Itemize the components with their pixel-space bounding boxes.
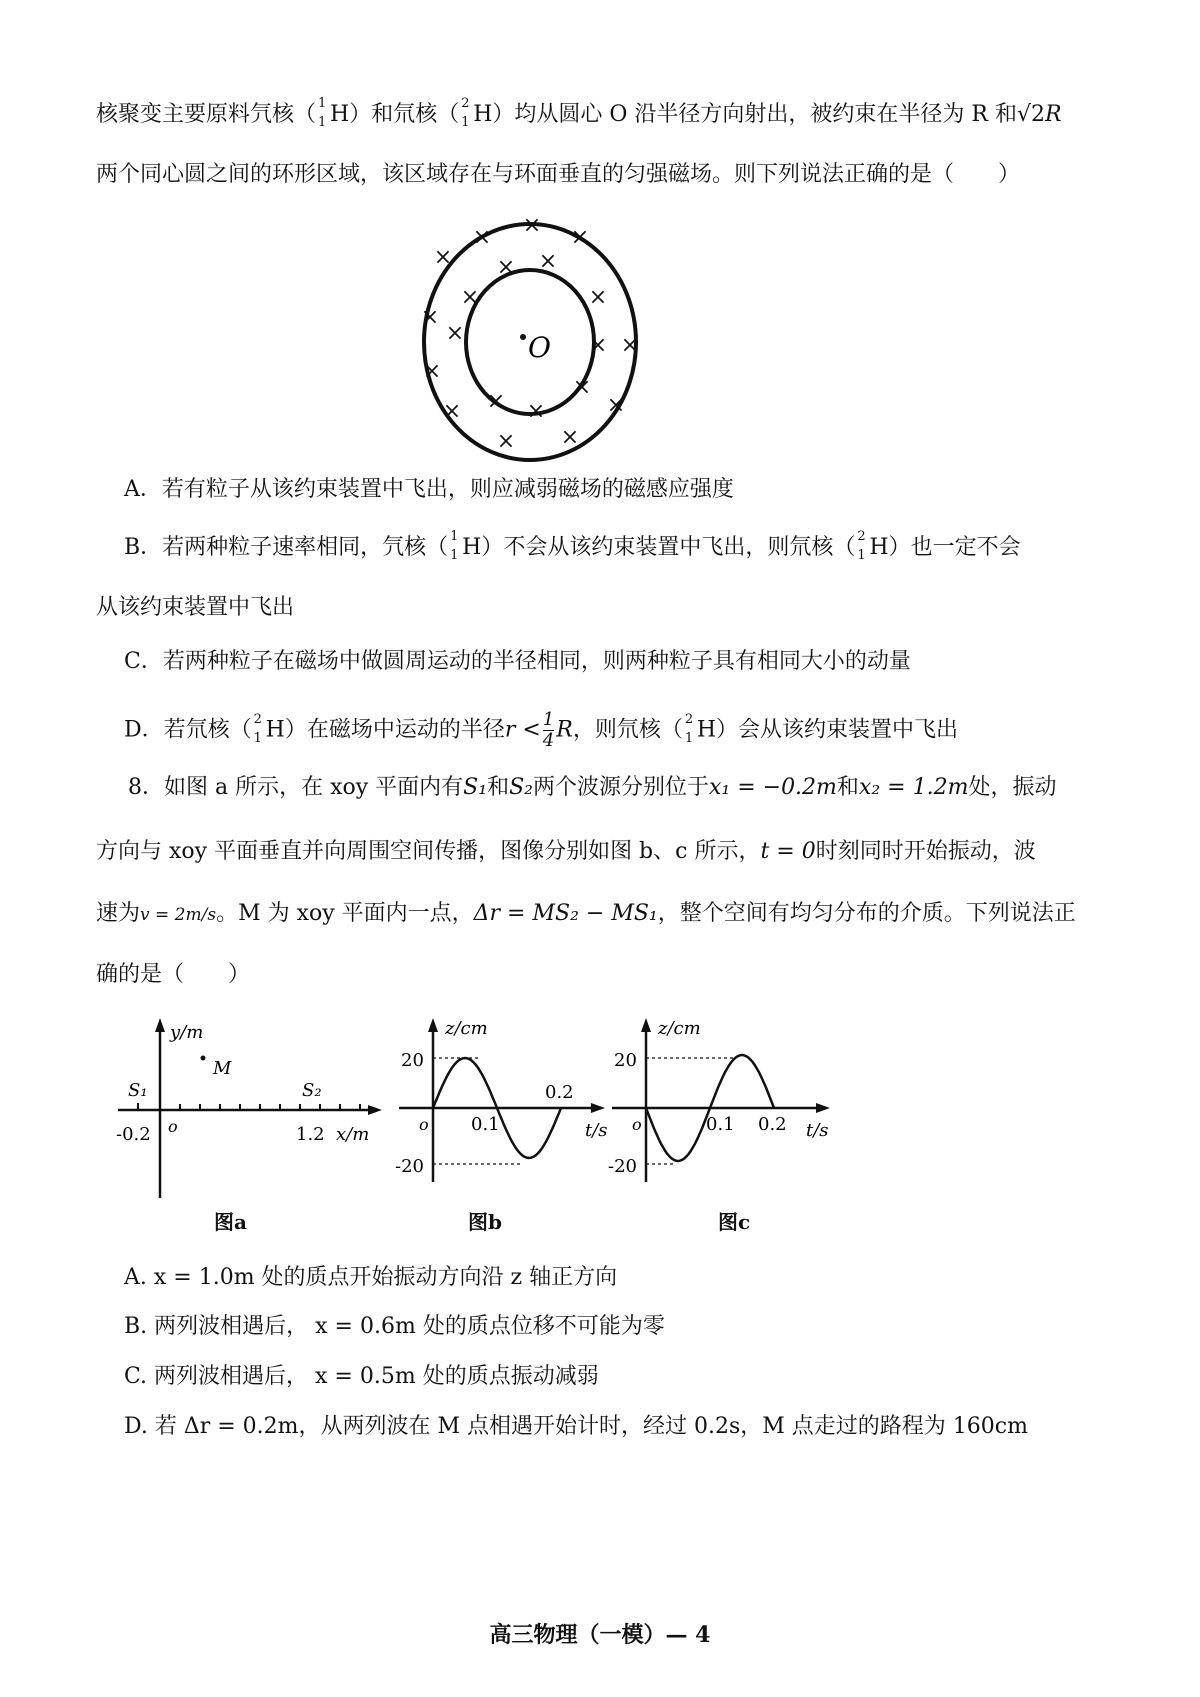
q7-intro-text-3: ）均从圆心 O 沿半径方向射出，被约束在半径为 R 和	[492, 102, 1017, 127]
svg-text:-20: -20	[395, 1156, 424, 1177]
protium-isotope: 1 1	[450, 529, 459, 563]
annulus-figure	[410, 212, 650, 468]
svg-text:0.1: 0.1	[706, 1114, 735, 1135]
field-mark: ×	[445, 321, 465, 346]
figure-b-caption: 图b	[468, 1210, 502, 1234]
svg-text:t/s: t/s	[806, 1120, 829, 1141]
svg-text:o: o	[632, 1115, 642, 1134]
protium-symbol: H	[330, 102, 350, 127]
q7-option-d: D．若氘核（ 2 1 H）在磁场中运动的半径r < $\frac{1}{4}$ R，则氘核（ 2 1 H）会从该约束装置中飞出	[124, 709, 959, 751]
point-m	[201, 1056, 206, 1061]
deuterium-isotope: 2 1	[684, 711, 694, 746]
radius-symbol: R	[1045, 102, 1062, 127]
field-mark: ×	[620, 333, 640, 358]
one-quarter-fraction: $\frac{1}{4}$	[542, 709, 555, 751]
center-label: O	[528, 331, 551, 364]
protium-isotope: 1 1	[318, 96, 327, 130]
svg-text:y/m: y/m	[170, 1022, 204, 1043]
field-mark: ×	[496, 255, 516, 280]
figure-a	[110, 1010, 390, 1210]
svg-text:0.1: 0.1	[471, 1114, 500, 1135]
q8-option-d: D. 若 Δr = 0.2m，从两列波在 M 点相遇开始计时，经过 0.2s，M 点走过的路程为 160cm	[124, 1414, 1028, 1439]
q7-intro-text: 核聚变主要原料氕核（	[96, 102, 317, 127]
svg-text:0.2: 0.2	[545, 1082, 574, 1103]
q7-option-b: B．若两种粒子速率相同，氕核（ 1 1 H）不会从该约束装置中飞出，则氘核（ 2 1 H）也一定不会	[124, 529, 1021, 563]
figure-c	[608, 1010, 848, 1210]
figure-a-caption: 图a	[214, 1210, 247, 1234]
field-mark: ×	[460, 285, 480, 310]
svg-text:20: 20	[401, 1050, 424, 1071]
field-mark: ×	[538, 249, 558, 274]
svg-text:0.2: 0.2	[758, 1114, 787, 1135]
field-mark: ×	[472, 225, 492, 250]
svg-text:z/cm: z/cm	[658, 1018, 701, 1039]
svg-text:z/cm: z/cm	[445, 1018, 488, 1039]
sqrt2: √2	[1016, 102, 1045, 127]
svg-text:-0.2: -0.2	[116, 1124, 151, 1145]
q8-option-a: A. x = 1.0m 处的质点开始振动方向沿 z 轴正方向	[124, 1265, 618, 1290]
svg-text:o: o	[419, 1115, 429, 1134]
q8-option-c: C. 两列波相遇后， x = 0.5m 处的质点振动减弱	[124, 1364, 599, 1389]
svg-text:M: M	[213, 1058, 232, 1079]
q7-option-b-cont: 从该约束装置中飞出	[96, 595, 295, 620]
svg-text:1.2: 1.2	[296, 1124, 325, 1145]
deuterium-isotope: 2 1	[253, 711, 262, 746]
svg-text:20: 20	[614, 1050, 637, 1071]
figure-c-caption: 图c	[718, 1210, 751, 1234]
q8-line3: 速为v = 2m/s。M 为 xoy 平面内一点，Δr = MS₂ − MS₁，整个空间有均匀分布的介质。下列说法正	[96, 901, 1076, 926]
page-footer: 高三物理（一模）— 4	[489, 1622, 711, 1648]
deuterium-symbol: H	[473, 102, 493, 127]
field-mark: ×	[522, 213, 542, 238]
q7-line2: 两个同心圆之间的环形区域，该区域存在与环面垂直的匀强磁场。则下列说法正确的是（ ）	[96, 162, 1021, 187]
q7-intro-line	[96, 96, 1140, 130]
q8-line1: 8．如图 a 所示，在 xoy 平面内有S₁和S₂两个波源分别位于x₁ = −0.2m和x₂ = 1.2m处，振动	[128, 775, 1057, 800]
svg-text:S₁: S₁	[128, 1080, 148, 1101]
field-mark: ×	[588, 285, 608, 310]
svg-text:S₂: S₂	[302, 1080, 322, 1101]
svg-text:-20: -20	[608, 1156, 637, 1177]
deuterium-isotope: 2 1	[857, 529, 866, 563]
q7-intro-text-2: ）和氘核（	[349, 102, 460, 127]
svg-text:x/m: x/m	[336, 1124, 370, 1145]
field-mark: ×	[486, 389, 506, 414]
svg-text:t/s: t/s	[585, 1120, 608, 1141]
field-mark: ×	[560, 425, 580, 450]
field-mark: ×	[496, 429, 516, 454]
field-mark: ×	[570, 225, 590, 250]
q8-line2: 方向与 xoy 平面垂直并向周围空间传播，图像分别如图 b、c 所示，t = 0时刻同时开始振动，波	[96, 839, 1036, 864]
field-mark: ×	[433, 245, 453, 270]
field-mark: ×	[606, 393, 626, 418]
q8-line4: 确的是（ ）	[96, 962, 251, 987]
center-dot	[520, 334, 526, 340]
q8-option-b: B. 两列波相遇后， x = 0.6m 处的质点位移不可能为零	[124, 1314, 665, 1339]
svg-text:o: o	[168, 1117, 178, 1136]
field-mark: ×	[442, 399, 462, 424]
q7-option-c: C．若两种粒子在磁场中做圆周运动的半径相同，则两种粒子具有相同大小的动量	[124, 649, 911, 674]
field-mark: ×	[572, 375, 592, 400]
deuterium-isotope: 2 1	[461, 96, 470, 130]
field-mark: ×	[420, 305, 440, 330]
figure-b	[395, 1010, 620, 1210]
q7-option-a: A．若有粒子从该约束装置中飞出，则应减弱磁场的磁感应强度	[124, 477, 734, 502]
field-mark: ×	[422, 359, 442, 384]
field-mark: ×	[588, 333, 608, 358]
field-mark: ×	[526, 399, 546, 424]
